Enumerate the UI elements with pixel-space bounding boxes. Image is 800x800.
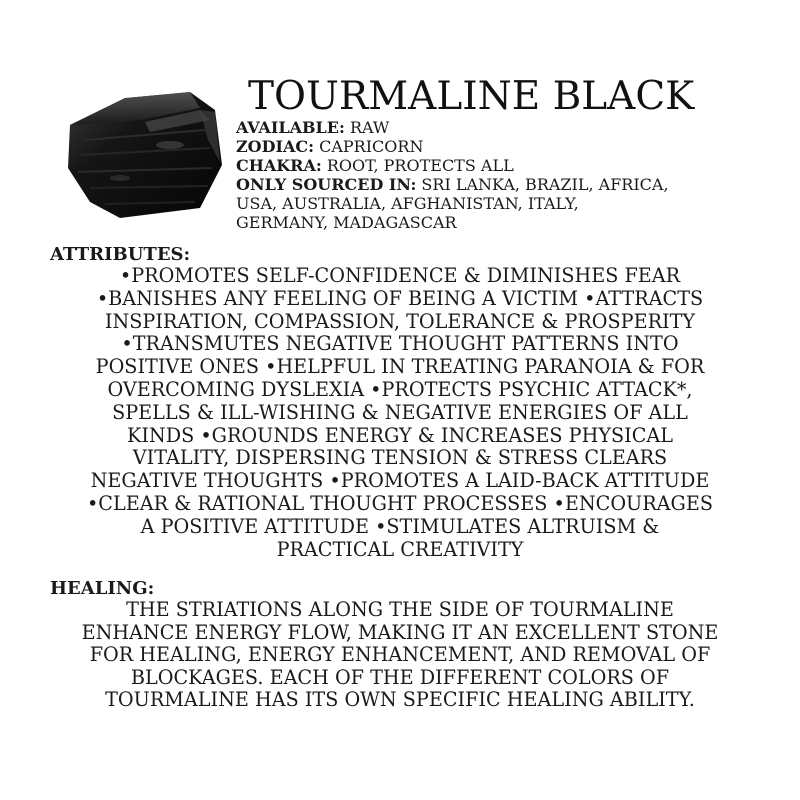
attributes-line: VITALITY, DISPERSING TENSION & STRESS CLEARS (132, 446, 668, 470)
attributes-line: INSPIRATION, COMPASSION, TOLERANCE & PROSPERITY (104, 309, 696, 333)
attributes-line: •CLEAR & RATIONAL THOUGHT PROCESSES •ENCOURAGES (86, 491, 714, 515)
detail-label: ZODIAC: (236, 137, 315, 156)
detail-chakra (236, 156, 756, 175)
black-tourmaline-crystal-image (50, 80, 230, 220)
attributes-text (50, 265, 750, 561)
attributes-line: •PROMOTES SELF-CONFIDENCE & DIMINISHES FEAR (119, 264, 681, 287)
detail-label: ONLY SOURCED IN: (236, 175, 417, 194)
details-block (236, 118, 756, 232)
detail-available (236, 118, 756, 137)
detail-label: CHAKRA: (236, 156, 322, 175)
attributes-line: KINDS •GROUNDS ENERGY & INCREASES PHYSICAL (127, 423, 673, 447)
detail-value: SRI LANKA, BRAZIL, AFRICA, (416, 175, 669, 194)
healing-line: THE STRIATIONS ALONG THE SIDE OF TOURMALINE (126, 598, 674, 621)
healing-heading: HEALING: (50, 578, 155, 599)
detail-value: ROOT, PROTECTS ALL (321, 156, 514, 175)
healing-line: TOURMALINE HAS ITS OWN SPECIFIC HEALING ABILITY. (105, 688, 695, 712)
detail-value: CAPRICORN (314, 137, 424, 156)
attributes-line: OVERCOMING DYSLEXIA •PROTECTS PSYCHIC ATTACK*, (107, 377, 693, 401)
detail-sourced-cont: GERMANY, MADAGASCAR (236, 213, 457, 232)
attributes-line: POSITIVE ONES •HELPFUL IN TREATING PARANOIA & FOR (95, 355, 705, 379)
detail-label: AVAILABLE: (236, 118, 345, 137)
detail-value: RAW (344, 118, 390, 137)
attributes-heading: ATTRIBUTES: (50, 244, 191, 265)
attributes-line: SPELLS & ILL-WISHING & NEGATIVE ENERGIES OF ALL (112, 400, 688, 424)
healing-text (40, 599, 760, 712)
attributes-line: PRACTICAL CREATIVITY (276, 537, 524, 561)
attributes-line: NEGATIVE THOUGHTS •PROMOTES A LAID-BACK ATTITUDE (90, 469, 710, 493)
attributes-line: A POSITIVE ATTITUDE •STIMULATES ALTRUISM & (140, 514, 660, 538)
detail-zodiac (236, 137, 756, 156)
detail-sourced-cont: USA, AUSTRALIA, AFGHANISTAN, ITALY, (236, 194, 579, 213)
attributes-line: •TRANSMUTES NEGATIVE THOUGHT PATTERNS INTO (121, 332, 679, 356)
healing-line: FOR HEALING, ENERGY ENHANCEMENT, AND REMOVAL OF (89, 643, 711, 667)
page-title: TOURMALINE BLACK (248, 74, 695, 119)
healing-line: BLOCKAGES. EACH OF THE DIFFERENT COLORS OF (130, 665, 670, 689)
attributes-line: •BANISHES ANY FEELING OF BEING A VICTIM •ATTRACTS (96, 286, 704, 310)
detail-sourced (236, 175, 756, 194)
healing-line: ENHANCE ENERGY FLOW, MAKING IT AN EXCELLENT STONE (81, 620, 719, 644)
